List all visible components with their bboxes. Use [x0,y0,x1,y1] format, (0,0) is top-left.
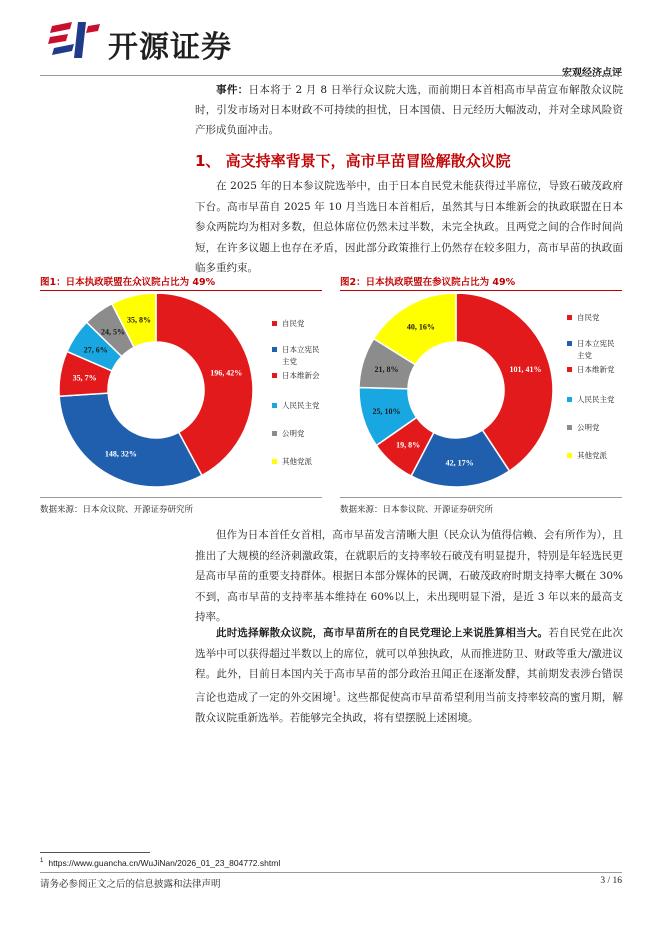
chart2-legend-label-1: 日本立宪民 主党 [577,339,615,360]
chart1-legend-label-4: 公明党 [282,429,305,438]
chart1-legend-label-3: 人民民主党 [282,401,320,410]
logo-mark-icon [48,20,102,60]
figure-1-bottom-rule [40,497,322,498]
chart2-legend-label-5: 其他党派 [577,451,607,460]
chart2-legend-swatch-3 [567,397,572,402]
chart1-legend-label-5: 其他党派 [282,457,312,466]
paragraph-3-tail: 。这些都促使高市早苗希望利用当前支持率较高的蜜月期，解散众议院重新选举。若能够完全执政，将有望摆脱上述困境。 [195,691,624,724]
chart2-data-label-1: 42, 17% [445,458,474,468]
company-logo [48,18,248,64]
report-category: 宏观经济点评 [562,68,622,79]
section-heading: 1、 高支持率背景下，高市早苗冒险解散众议院 [195,152,511,170]
paragraph-3-body: 若自民党在此次选举中可以获得超过半数以上的席位，就可以单独执政，从而推进防卫、财政等重大/激进议程。此外，目前日本国内关于高市早苗的部分政治丑闻正在逐渐发酵，其前期发表涉台错误言论也造成了一定的外交困境 [195,627,624,703]
figure-1-title-rule [40,290,322,291]
chart1-legend-swatch-4 [272,431,277,436]
chart1-legend-swatch-1 [272,347,277,352]
footnote-reference[interactable]: 1 [332,690,337,698]
figure-2-source: 数据来源：日本参议院、开源证券研究所 [340,505,494,515]
chart1-data-label-4: 24, 5% [100,327,125,337]
chart1-data-label-1: 148, 32% [104,449,137,459]
paragraph-1-text: 在 2025 年的日本参议院选举中，由于日本自民党未能获得过半席位，导致石破茂政府下台。高市早苗自 2025 年 10 月当选日本首相后，虽然其与日本维新会的执政联盟在日本参众两院均为相对多数，但总体席位仍然未过半数，未完全执政。且两党之间的合作时间尚短，在许多议题上也存在矛盾，因此部分政策推行上仍然存在较多阻力，高市早苗的执政面临多重约束。 [195,180,623,274]
paragraph-2-text: 但作为日本首任女首相，高市早苗发言清晰大胆（民众认为值得信赖、会有所作为），且推出了大规模的经济刺激政策，在就职后的支持率较石破茂有明显提升，特别是年轻选民更是高市早苗的重要支持群体。根据日本部分媒体的民调，石破茂政府时期支持率大概在 30%不到，高市早苗的支持率基本维持在 60%以上，未出现明显下滑，是近 3 年以来的最高支持率。 [195,529,623,623]
figure-1-source: 数据来源：日本众议院、开源证券研究所 [40,505,194,515]
chart2-legend-swatch-1 [567,341,572,346]
paragraph-3 [195,623,623,728]
figure-2-legend [567,312,627,472]
chart2-legend-label-2: 日本维新党 [577,365,615,374]
chart1-slice-1 [59,393,202,487]
figure-2-title: 图2：日本执政联盟在参议院占比为 49% [340,277,516,288]
footer-disclaimer: 请务必参阅正文之后的信息披露和法律声明 [40,879,221,890]
chart2-legend-swatch-0 [567,315,572,320]
chart1-legend-label-1: 日本立宪民 主党 [282,345,320,366]
chart1-legend-swatch-5 [272,459,277,464]
footer-divider [40,872,622,873]
chart1-legend-swatch-0 [272,321,277,326]
chart2-data-label-3: 25, 10% [372,406,401,416]
chart2-legend-swatch-4 [567,425,572,430]
header-divider [40,75,622,76]
chart2-legend-swatch-5 [567,453,572,458]
footnote-mark: 1 [40,858,44,865]
chart2-data-label-0: 101, 41% [509,365,542,375]
event-text: 日本将于 2 月 8 日举行众议院大选，而前期日本首相高市早苗宣布解散众议院时，引发市场对日本财政不可持续的担忧，日本国债、日元经历大幅波动，并对全球风险资产形成负面冲击。 [195,84,623,136]
event-label: 事件： [216,84,249,96]
chart2-data-label-5: 40, 16% [406,322,435,332]
figure-1-title: 图1：日本执政联盟在众议院占比为 49% [40,277,216,288]
paragraph-3-lead: 此时选择解散众议院，高市早苗所在的自民党理论上来说胜算相当大。 [216,627,549,639]
chart2-data-label-2: 19, 8% [396,440,421,450]
figure-2-bottom-rule [340,497,622,498]
chart1-data-label-3: 27, 6% [83,345,108,355]
logo-text: 开源证券 [108,30,232,65]
chart1-data-label-0: 196, 42% [210,368,243,378]
chart2-legend-swatch-2 [567,367,572,372]
event-summary [195,80,623,140]
paragraph-2 [195,525,623,628]
footnote-divider [40,852,150,853]
chart2-data-label-4: 21, 8% [374,365,399,375]
footnote [40,858,280,868]
chart2-legend-label-3: 人民民主党 [577,395,615,404]
chart1-legend-label-0: 自民党 [282,319,305,328]
chart1-legend-swatch-3 [272,403,277,408]
chart1-data-label-5: 35, 8% [127,315,152,325]
paragraph-1 [195,176,623,279]
figure-2-title-rule [340,290,622,291]
page-number: 3 / 16 [600,876,622,886]
chart1-legend-swatch-2 [272,373,277,378]
footnote-link[interactable]: https://www.guancha.cn/WuJiNan/2026_01_23_804772.shtml [48,858,281,868]
chart2-legend-label-0: 自民党 [577,313,600,322]
chart1-legend-label-2: 日本维新会 [282,371,320,380]
chart2-legend-label-4: 公明党 [577,423,600,432]
chart1-data-label-2: 35, 7% [72,373,97,383]
figure-1-legend [272,318,332,478]
